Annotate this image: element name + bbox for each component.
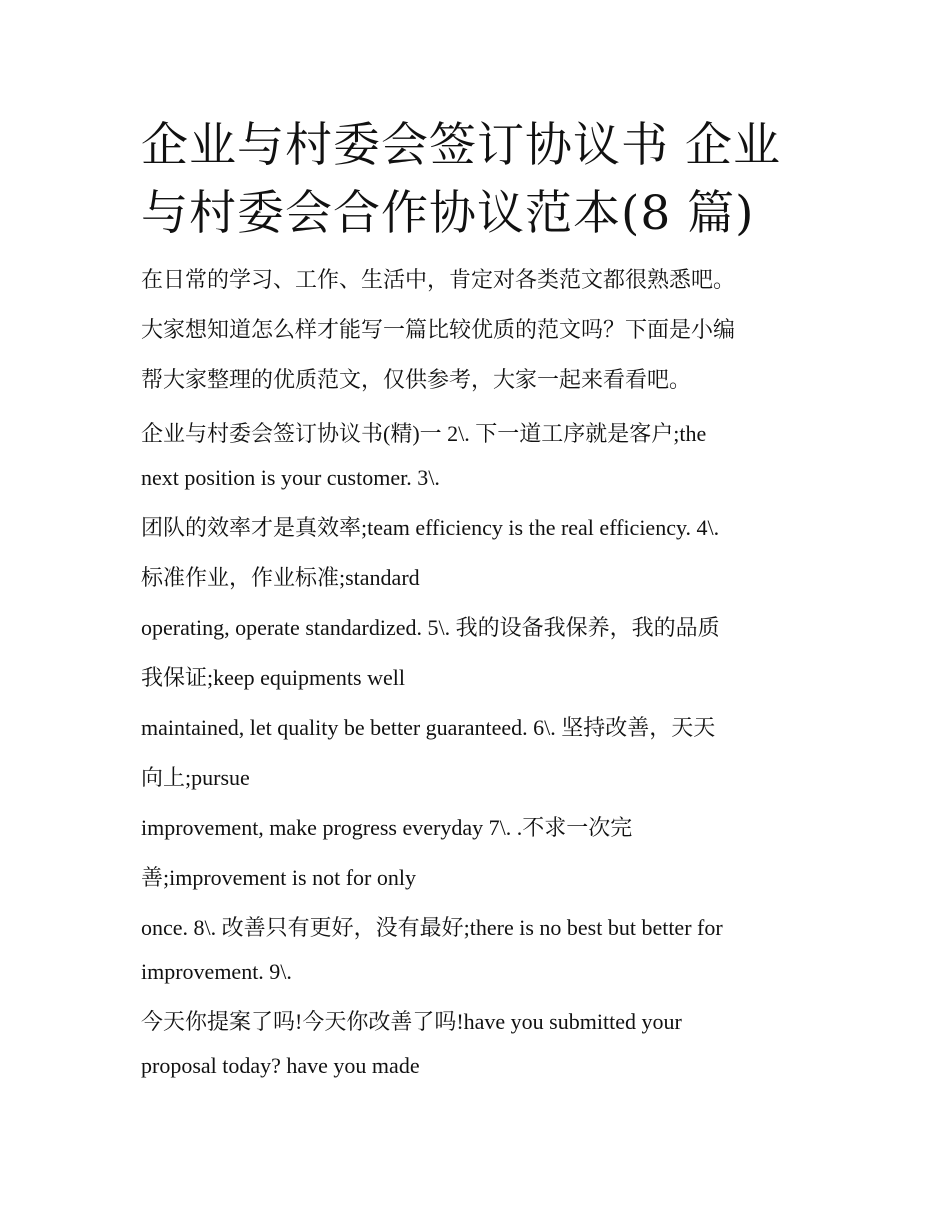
title-line: 与村委会合作协议范本(8 篇) <box>141 186 755 241</box>
body-line: maintained, let quality be better guaranteed. 6\. 坚持改善，天天 <box>141 715 716 740</box>
document-title <box>141 112 821 248</box>
body-line: 善;improvement is not for only <box>141 865 416 890</box>
body-line: once. 8\. 改善只有更好，没有最好;there is no best but better for <box>141 915 723 940</box>
body-line: operating, operate standardized. 5\. 我的设备我保养，我的品质 <box>141 615 720 640</box>
body-line: 团队的效率才是真效率;team efficiency is the real efficiency. 4\. <box>141 515 720 540</box>
intro-line: 在日常的学习、工作、生活中，肯定对各类范文都很熟悉吧。 <box>141 268 736 293</box>
body-line: 标准作业，作业标准;standard <box>141 565 420 590</box>
body-line: next position is your customer. 3\. <box>141 465 440 490</box>
intro-line: 大家想知道怎么样才能写一篇比较优质的范文吗？下面是小编 <box>141 318 736 343</box>
body-line: improvement. 9\. <box>141 959 292 984</box>
body-line: 今天你提案了吗!今天你改善了吗!have you submitted your <box>141 1009 682 1034</box>
body-text <box>141 412 821 1088</box>
body-line: improvement, make progress everyday 7\. .不求一次完 <box>141 815 633 840</box>
document-content <box>141 112 821 1088</box>
body-line: proposal today? have you made <box>141 1053 420 1078</box>
body-line: 我保证;keep equipments well <box>141 665 405 690</box>
intro-paragraph <box>141 256 821 406</box>
body-line: 企业与村委会签订协议书(精)一 2\. 下一道工序就是客户;the <box>141 421 707 446</box>
intro-line: 帮大家整理的优质范文，仅供参考，大家一起来看看吧。 <box>141 368 692 393</box>
body-line: 向上;pursue <box>141 765 250 790</box>
title-line: 企业与村委会签订协议书 企业 <box>141 118 781 173</box>
